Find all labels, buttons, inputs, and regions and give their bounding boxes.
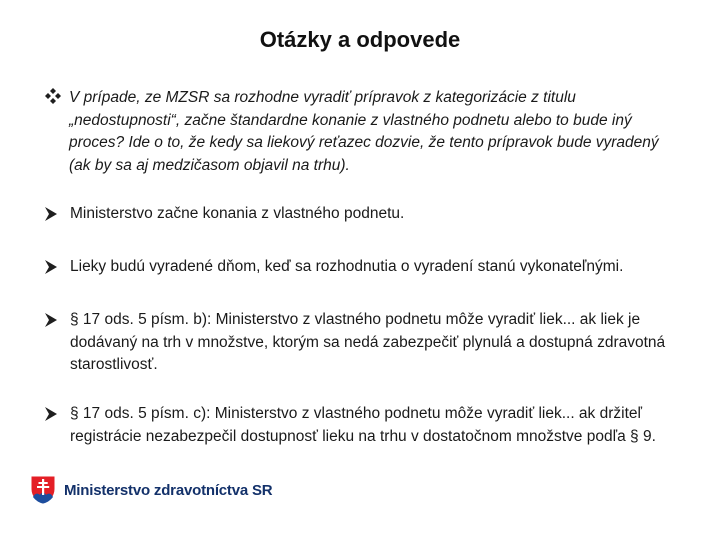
arrow-bullet-icon xyxy=(44,206,58,222)
arrow-bullet-icon xyxy=(44,259,58,275)
slovak-coat-of-arms-icon xyxy=(30,475,56,505)
question-block xyxy=(44,87,684,177)
answer-item xyxy=(44,203,684,226)
answer-item xyxy=(44,256,684,279)
answer-item xyxy=(44,309,684,377)
arrow-bullet-icon xyxy=(44,312,58,328)
logo-text: Ministerstvo zdravotníctva SR xyxy=(64,481,273,499)
page-title: Otázky a odpovede xyxy=(259,27,461,52)
answer-text: Ministerstvo začne konania z vlastného podnetu. xyxy=(70,205,405,222)
arrow-bullet-icon xyxy=(44,406,58,422)
answer-text: Lieky budú vyradené dňom, keď sa rozhodnutia o vyradení stanú vykonateľnými. xyxy=(70,258,624,275)
diamond-quad-bullet-icon xyxy=(44,87,62,105)
ministry-logo xyxy=(30,475,272,505)
answer-text: § 17 ods. 5 písm. c): Ministerstvo z vlastného podnetu môže vyradiť liek... ak držiteľ registrácie nezabezpečil dostupnosť lieku na trhu v dostatočnom množstve podľa § 9. xyxy=(70,405,656,445)
answer-item xyxy=(44,403,684,448)
answer-text: § 17 ods. 5 písm. b): Ministerstvo z vlastného podnetu môže vyradiť liek... ak liek je dodávaný na trh v množstve, ktorým sa nedá zabezpečiť plynulá a dostupná zdravotná starostlivosť. xyxy=(70,311,666,373)
question-text: V prípade, ze MZSR sa rozhodne vyradiť prípravok z kategorizácie z titulu „nedostupnosti“, začne štandardne konanie z vlastného podnetu alebo to bude iný proces? Ide o to, že kedy sa liekový reťazec dozvie, že tento prípravok bude vyradený (ak by sa aj medzičasom objavil na trhu). xyxy=(69,89,659,174)
